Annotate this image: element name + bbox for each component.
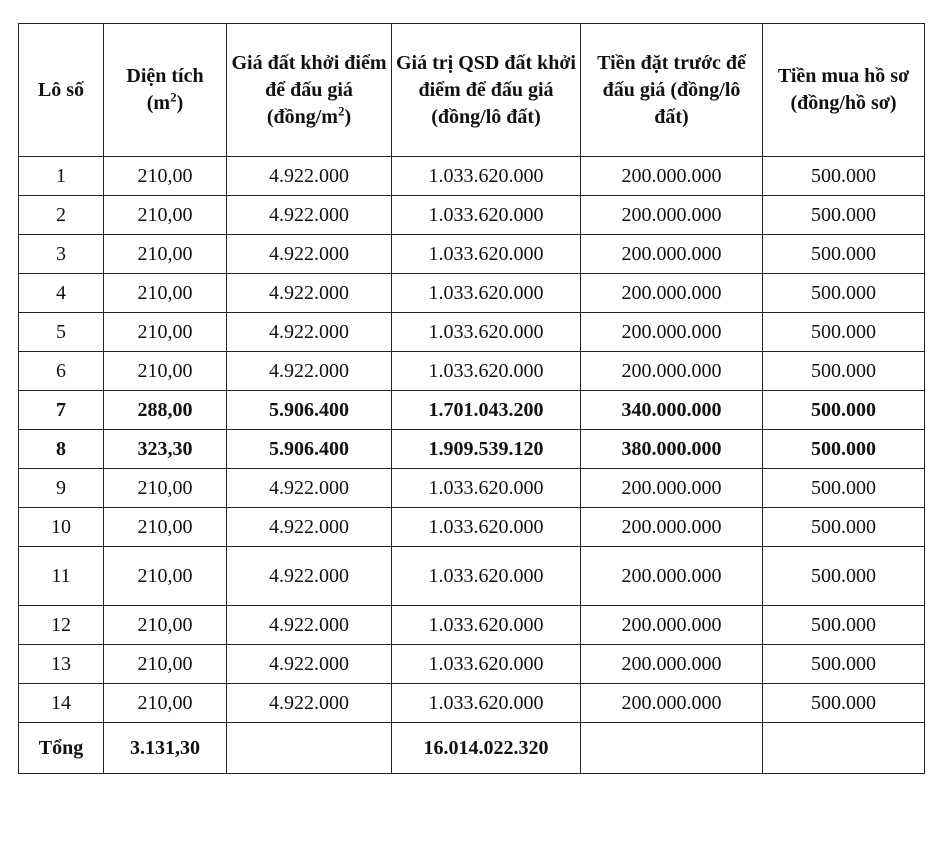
cell-price: 4.922.000 [227, 235, 392, 274]
cell-docs: 500.000 [763, 313, 925, 352]
cell-price: 4.922.000 [227, 645, 392, 684]
auction-table-container [18, 23, 924, 774]
cell-area: 210,00 [104, 684, 227, 723]
cell-area: 210,00 [104, 469, 227, 508]
header-deposit-text: Tiền đặt trước để đấu giá (đồng/lô đất) [597, 51, 746, 128]
cell-area: 210,00 [104, 606, 227, 645]
table-row [19, 313, 925, 352]
cell-area: 210,00 [104, 352, 227, 391]
table-body [19, 157, 925, 723]
cell-docs: 500.000 [763, 196, 925, 235]
cell-area: 210,00 [104, 508, 227, 547]
cell-value: 1.033.620.000 [392, 508, 581, 547]
table-row [19, 547, 925, 606]
cell-value: 1.033.620.000 [392, 274, 581, 313]
cell-price: 4.922.000 [227, 508, 392, 547]
cell-value: 1.033.620.000 [392, 684, 581, 723]
cell-value: 1.909.539.120 [392, 430, 581, 469]
cell-value: 1.033.620.000 [392, 235, 581, 274]
header-area [104, 24, 227, 157]
cell-docs: 500.000 [763, 547, 925, 606]
cell-docs: 500.000 [763, 508, 925, 547]
cell-docs: 500.000 [763, 391, 925, 430]
cell-deposit: 380.000.000 [581, 430, 763, 469]
header-docs [763, 24, 925, 157]
cell-lot: 2 [19, 196, 104, 235]
cell-value: 1.033.620.000 [392, 196, 581, 235]
cell-deposit: 200.000.000 [581, 235, 763, 274]
cell-value: 1.033.620.000 [392, 645, 581, 684]
cell-docs: 500.000 [763, 606, 925, 645]
table-row [19, 391, 925, 430]
header-price-suffix: ) [344, 105, 352, 128]
cell-deposit: 200.000.000 [581, 645, 763, 684]
total-area: 3.131,30 [104, 723, 227, 774]
cell-price: 4.922.000 [227, 352, 392, 391]
cell-docs: 500.000 [763, 157, 925, 196]
cell-docs: 500.000 [763, 274, 925, 313]
header-area-unit-suffix: ) [176, 92, 184, 114]
cell-value: 1.033.620.000 [392, 157, 581, 196]
cell-lot: 11 [19, 547, 104, 606]
cell-lot: 9 [19, 469, 104, 508]
cell-deposit: 200.000.000 [581, 352, 763, 391]
table-row [19, 684, 925, 723]
cell-docs: 500.000 [763, 235, 925, 274]
header-docs-text: Tiền mua hồ sơ (đồng/hồ sơ) [777, 65, 910, 114]
table-row [19, 606, 925, 645]
cell-deposit: 200.000.000 [581, 469, 763, 508]
cell-deposit: 200.000.000 [581, 606, 763, 645]
cell-deposit: 200.000.000 [581, 196, 763, 235]
cell-price: 4.922.000 [227, 469, 392, 508]
cell-docs: 500.000 [763, 352, 925, 391]
cell-value: 1.033.620.000 [392, 469, 581, 508]
table-row [19, 235, 925, 274]
table-row [19, 645, 925, 684]
total-deposit [581, 723, 763, 774]
cell-price: 5.906.400 [227, 430, 392, 469]
cell-price: 5.906.400 [227, 391, 392, 430]
header-lot [19, 24, 104, 157]
cell-lot: 1 [19, 157, 104, 196]
header-value-text: Giá trị QSD đất khởi điểm để đấu giá (đồng/lô đất) [396, 51, 576, 128]
header-area-unit-prefix: (m [146, 92, 171, 114]
total-price [227, 723, 392, 774]
cell-value: 1.033.620.000 [392, 606, 581, 645]
cell-price: 4.922.000 [227, 157, 392, 196]
cell-price: 4.922.000 [227, 606, 392, 645]
cell-lot: 4 [19, 274, 104, 313]
cell-area: 323,30 [104, 430, 227, 469]
cell-lot: 5 [19, 313, 104, 352]
cell-area: 210,00 [104, 235, 227, 274]
cell-deposit: 200.000.000 [581, 508, 763, 547]
header-lot-text: Lô số [37, 78, 85, 101]
header-price-text: Giá đất khởi điểm để đấu giá (đồng/m [231, 51, 387, 128]
cell-deposit: 200.000.000 [581, 313, 763, 352]
cell-area: 288,00 [104, 391, 227, 430]
cell-area: 210,00 [104, 313, 227, 352]
cell-deposit: 200.000.000 [581, 274, 763, 313]
auction-lot-table [18, 23, 925, 774]
table-row [19, 196, 925, 235]
cell-price: 4.922.000 [227, 196, 392, 235]
cell-lot: 3 [19, 235, 104, 274]
table-row [19, 469, 925, 508]
cell-price: 4.922.000 [227, 547, 392, 606]
header-area-line1: Diện tích [126, 65, 204, 87]
header-deposit [581, 24, 763, 157]
cell-value: 1.701.043.200 [392, 391, 581, 430]
table-row [19, 430, 925, 469]
cell-area: 210,00 [104, 645, 227, 684]
table-row [19, 508, 925, 547]
cell-deposit: 200.000.000 [581, 157, 763, 196]
cell-deposit: 340.000.000 [581, 391, 763, 430]
cell-value: 1.033.620.000 [392, 547, 581, 606]
cell-deposit: 200.000.000 [581, 547, 763, 606]
cell-lot: 12 [19, 606, 104, 645]
cell-value: 1.033.620.000 [392, 313, 581, 352]
header-price-sup: 2 [337, 102, 345, 118]
cell-lot: 10 [19, 508, 104, 547]
table-row [19, 352, 925, 391]
cell-lot: 7 [19, 391, 104, 430]
header-price [227, 24, 392, 157]
table-row [19, 274, 925, 313]
total-value: 16.014.022.320 [392, 723, 581, 774]
cell-price: 4.922.000 [227, 274, 392, 313]
header-value [392, 24, 581, 157]
total-label: Tổng [19, 723, 104, 774]
cell-area: 210,00 [104, 274, 227, 313]
table-row [19, 157, 925, 196]
cell-price: 4.922.000 [227, 313, 392, 352]
header-row [19, 24, 925, 157]
cell-lot: 13 [19, 645, 104, 684]
cell-area: 210,00 [104, 157, 227, 196]
cell-lot: 6 [19, 352, 104, 391]
cell-docs: 500.000 [763, 469, 925, 508]
total-docs [763, 723, 925, 774]
cell-area: 210,00 [104, 547, 227, 606]
cell-area: 210,00 [104, 196, 227, 235]
cell-docs: 500.000 [763, 645, 925, 684]
cell-lot: 8 [19, 430, 104, 469]
cell-docs: 500.000 [763, 430, 925, 469]
cell-price: 4.922.000 [227, 684, 392, 723]
cell-docs: 500.000 [763, 684, 925, 723]
total-row [19, 723, 925, 774]
cell-lot: 14 [19, 684, 104, 723]
cell-value: 1.033.620.000 [392, 352, 581, 391]
header-area-sup: 2 [170, 89, 177, 105]
cell-deposit: 200.000.000 [581, 684, 763, 723]
